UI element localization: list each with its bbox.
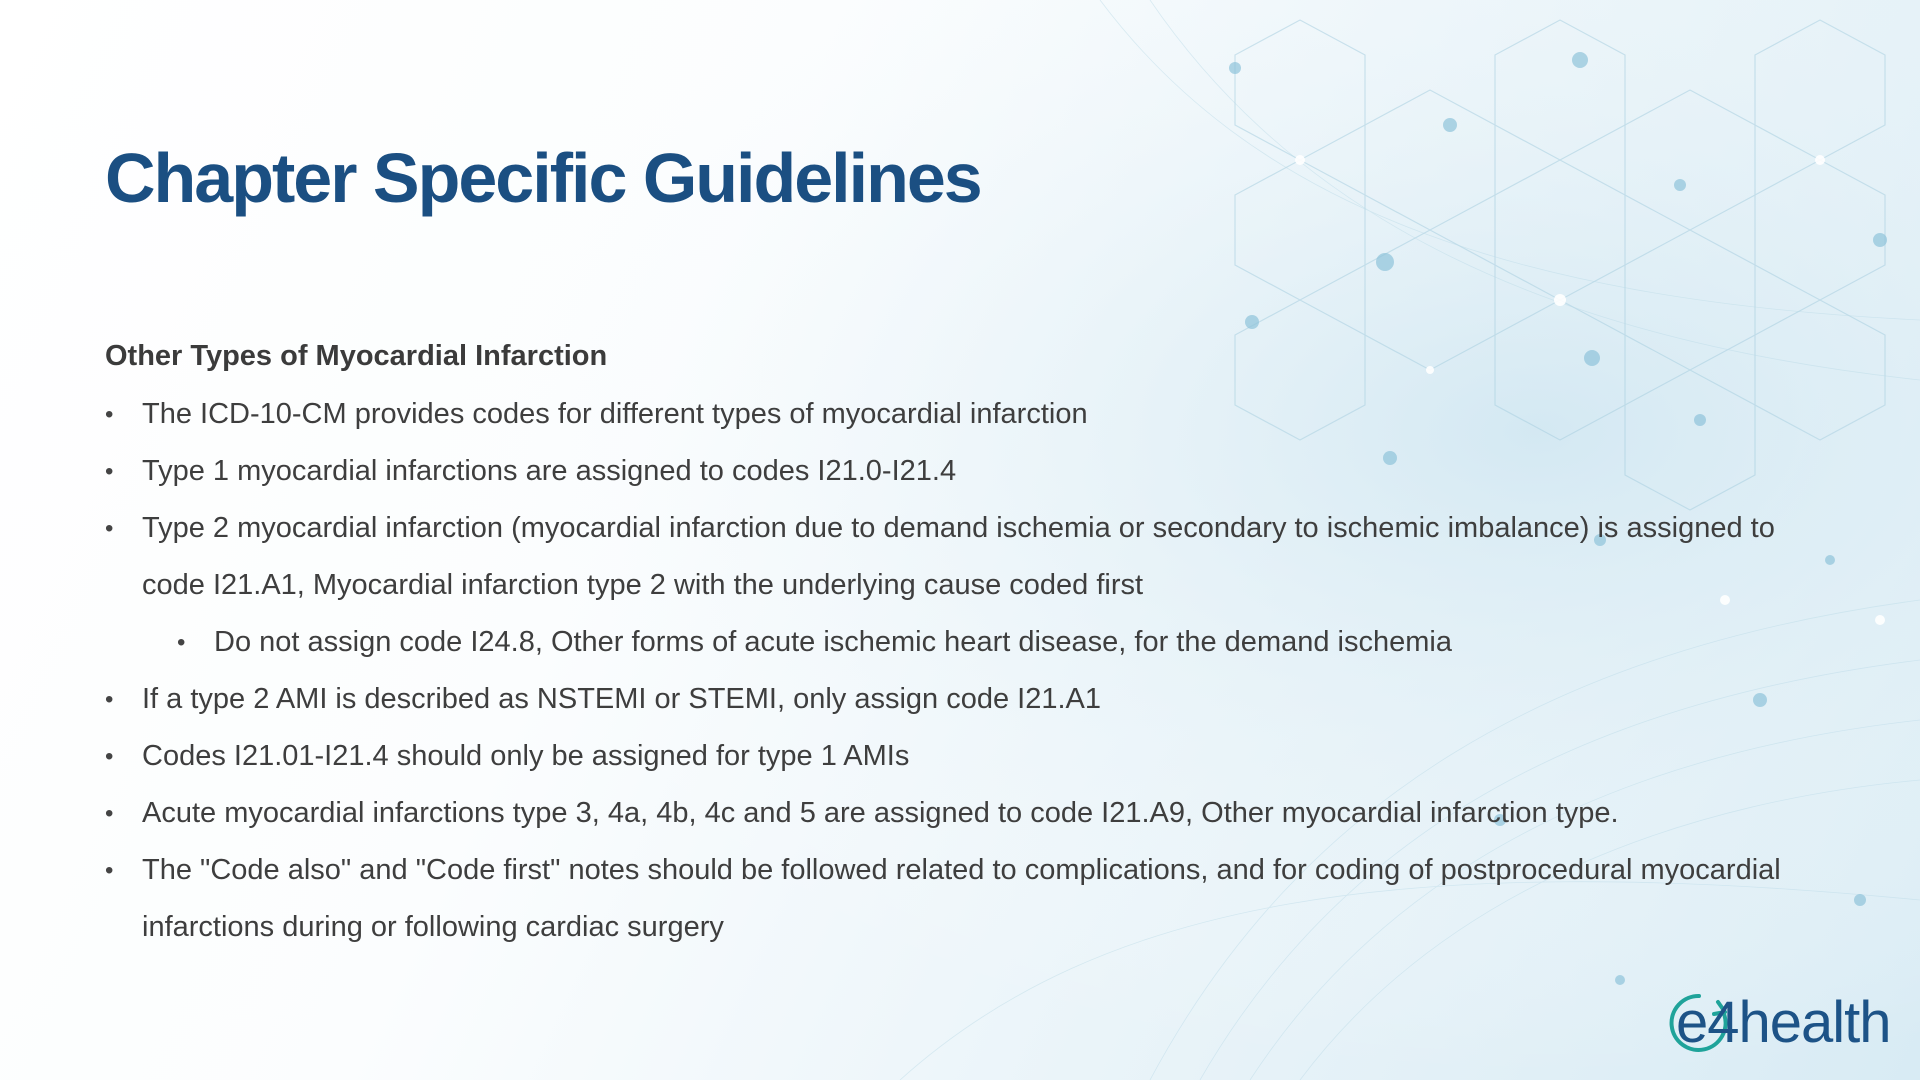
- bullet-list: [105, 386, 1845, 956]
- bullet-text: Acute myocardial infarctions type 3, 4a, 4b, 4c and 5 are assigned to code I21.A9, Other myocardial infarction type.: [142, 797, 1619, 829]
- bullet-item: [105, 386, 1845, 443]
- bullet-item: [105, 671, 1845, 728]
- bullet-item: [105, 728, 1845, 785]
- section-heading: Other Types of Myocardial Infarction: [105, 340, 608, 372]
- logo-wordmark: e4health: [1676, 990, 1891, 1055]
- bullet-dot: •: [105, 515, 114, 542]
- bullet-text: The ICD-10-CM provides codes for different types of myocardial infarction: [142, 398, 1088, 430]
- e4health-logo: [1668, 988, 1898, 1058]
- bullet-item: [105, 500, 1845, 614]
- bullet-text: Type 2 myocardial infarction (myocardial infarction due to demand ischemia or secondary to ischemic imbalance) is assigned to code I21.A1, Myocardial infarction type 2 with the underlying cause coded first: [142, 512, 1775, 601]
- bullet-text: The "Code also" and "Code first" notes should be followed related to complications, and for coding of postprocedural myocardial infarctions during or following cardiac surgery: [142, 854, 1781, 943]
- sub-bullet-item: [105, 614, 1845, 671]
- bullet-dot: •: [105, 458, 114, 485]
- bullet-text: Codes I21.01-I21.4 should only be assigned for type 1 AMIs: [142, 740, 910, 772]
- slide-title: Chapter Specific Guidelines: [105, 139, 981, 217]
- bullet-dot: •: [105, 686, 114, 713]
- bullet-text: Type 1 myocardial infarctions are assigned to codes I21.0-I21.4: [142, 455, 957, 487]
- bullet-dot: •: [105, 743, 114, 770]
- bullet-dot: •: [105, 800, 114, 827]
- bullet-text: If a type 2 AMI is described as NSTEMI or STEMI, only assign code I21.A1: [142, 683, 1102, 715]
- bullet-item: [105, 443, 1845, 500]
- bullet-dot: •: [177, 629, 186, 656]
- bullet-item: [105, 785, 1845, 842]
- bullet-dot: •: [105, 857, 114, 884]
- slide-body: [105, 334, 1845, 956]
- bullet-text: Do not assign code I24.8, Other forms of acute ischemic heart disease, for the demand ischemia: [214, 626, 1452, 658]
- bullet-item: [105, 842, 1845, 956]
- bullet-dot: •: [105, 401, 114, 428]
